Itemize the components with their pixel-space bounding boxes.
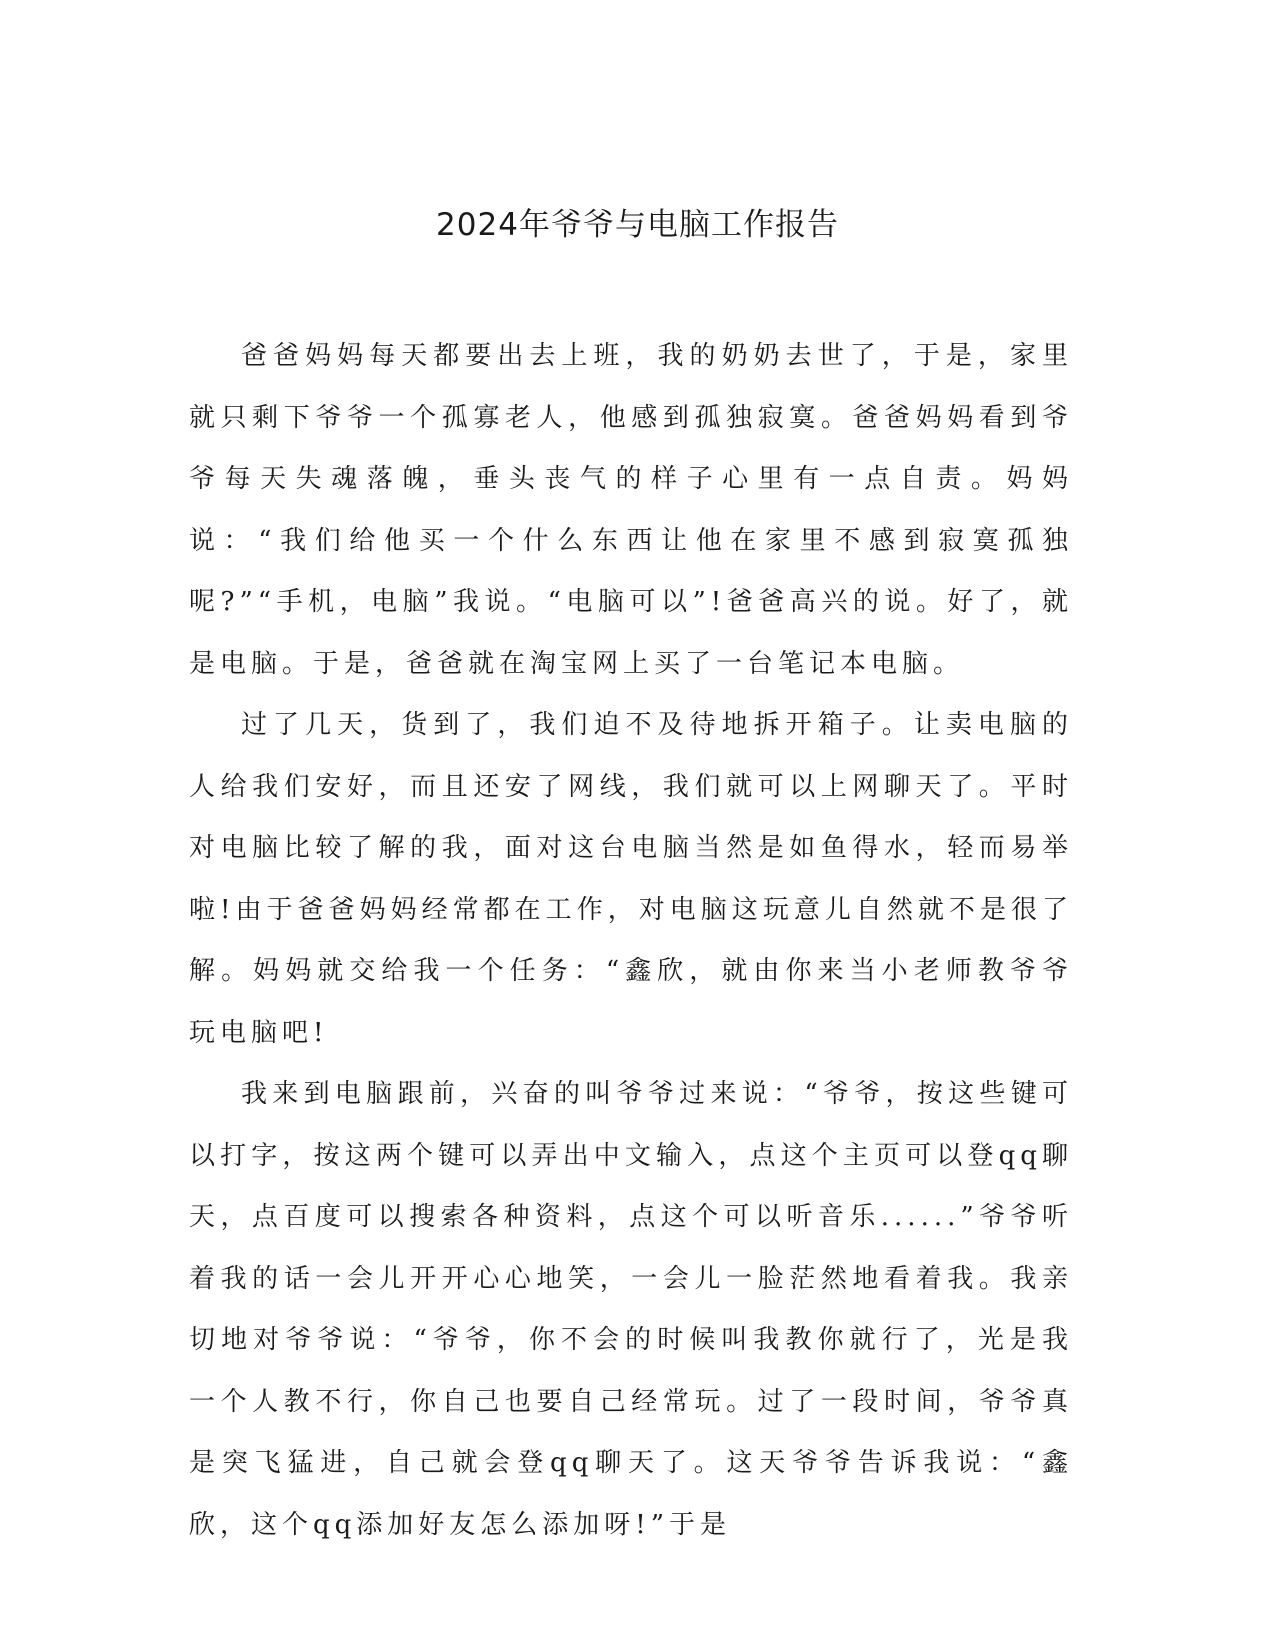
- paragraph-2: 过了几天，货到了，我们迫不及待地拆开箱子。让卖电脑的人给我们安好，而且还安了网线，我们就可以上网聊天了。平时对电脑比较了解的我，面对这台电脑当然是如鱼得水，轻而易举啦!由于爸爸妈妈经常都在工作，对电脑这玩意儿自然就不是很了解。妈妈就交给我一个任务：“鑫欣，就由你来当小老师教爷爷玩电脑吧!: [189, 710, 1073, 1048]
- paragraph-3: 我来到电脑跟前，兴奋的叫爷爷过来说：“爷爷，按这些键可以打字，按这两个键可以弄出中文输入，点这个主页可以登qq聊天，点百度可以搜索各种资料，点这个可以听音乐......”爷爷听着我的话一会儿开开心心地笑，一会儿一脸茫然地看着我。我亲切地对爷爷说：“爷爷，你不会的时候叫我教你就行了，光是我一个人教不行，你自己也要自己经常玩。过了一段时间，爷爷真是突飞猛进，自己就会登qq聊天了。这天爷爷告诉我说：“鑫欣，这个qq添加好友怎么添加呀!”于是: [189, 1079, 1073, 1540]
- document-body: [189, 326, 1073, 1556]
- document-title: 2024年爷爷与电脑工作报告: [436, 207, 839, 243]
- paragraph-1: 爸爸妈妈每天都要出去上班，我的奶奶去世了，于是，家里就只剩下爷爷一个孤寡老人，他感到孤独寂寞。爸爸妈妈看到爷爷每天失魂落魄，垂头丧气的样子心里有一点自责。妈妈说：“我们给他买一个什么东西让他在家里不感到寂寞孤独呢?”“手机，电脑”我说。“电脑可以”!爸爸高兴的说。好了，就是电脑。于是，爸爸就在淘宝网上买了一台笔记本电脑。: [189, 341, 1073, 679]
